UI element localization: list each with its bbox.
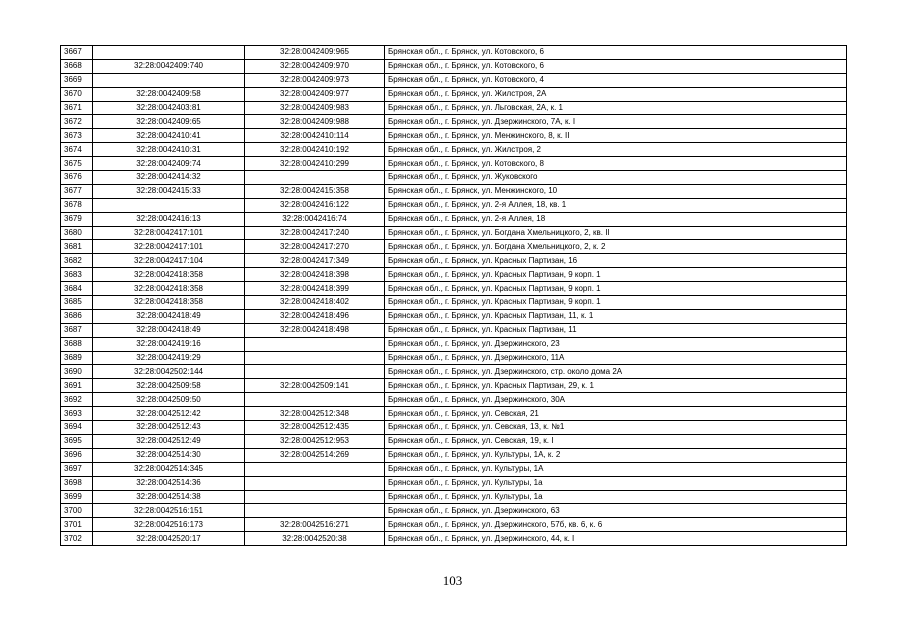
old-cadastral-number-cell: 32:28:0042414:32 <box>93 171 245 185</box>
row-number-cell: 3667 <box>61 46 93 60</box>
row-number-cell: 3669 <box>61 73 93 87</box>
address-cell: Брянская обл., г. Брянск, ул. Менжинского, 8, к. II <box>385 129 847 143</box>
row-number-cell: 3701 <box>61 518 93 532</box>
row-number-cell: 3699 <box>61 490 93 504</box>
new-cadastral-number-cell: 32:28:0042409:983 <box>245 101 385 115</box>
new-cadastral-number-cell: 32:28:0042409:965 <box>245 46 385 60</box>
new-cadastral-number-cell: 32:28:0042410:114 <box>245 129 385 143</box>
table-row <box>61 504 847 518</box>
table-row <box>61 337 847 351</box>
table-row <box>61 143 847 157</box>
old-cadastral-number-cell <box>93 198 245 212</box>
row-number-cell: 3685 <box>61 296 93 310</box>
address-cell: Брянская обл., г. Брянск, ул. Дзержинского, 63 <box>385 504 847 518</box>
row-number-cell: 3702 <box>61 532 93 546</box>
new-cadastral-number-cell: 32:28:0042410:299 <box>245 157 385 171</box>
new-cadastral-number-cell <box>245 462 385 476</box>
row-number-cell: 3695 <box>61 434 93 448</box>
table-row <box>61 171 847 185</box>
address-cell: Брянская обл., г. Брянск, ул. Красных Партизан, 9 корп. 1 <box>385 268 847 282</box>
old-cadastral-number-cell: 32:28:0042409:740 <box>93 59 245 73</box>
new-cadastral-number-cell: 32:28:0042417:270 <box>245 240 385 254</box>
old-cadastral-number-cell: 32:28:0042514:38 <box>93 490 245 504</box>
old-cadastral-number-cell: 32:28:0042418:49 <box>93 323 245 337</box>
table-row <box>61 73 847 87</box>
new-cadastral-number-cell <box>245 337 385 351</box>
address-cell: Брянская обл., г. Брянск, ул. Котовского, 6 <box>385 46 847 60</box>
old-cadastral-number-cell: 32:28:0042418:358 <box>93 282 245 296</box>
row-number-cell: 3673 <box>61 129 93 143</box>
row-number-cell: 3691 <box>61 379 93 393</box>
old-cadastral-number-cell: 32:28:0042514:345 <box>93 462 245 476</box>
new-cadastral-number-cell: 32:28:0042516:271 <box>245 518 385 532</box>
row-number-cell: 3693 <box>61 407 93 421</box>
table-row <box>61 198 847 212</box>
old-cadastral-number-cell: 32:28:0042512:42 <box>93 407 245 421</box>
address-cell: Брянская обл., г. Брянск, ул. Севская, 13, к. №1 <box>385 421 847 435</box>
new-cadastral-number-cell: 32:28:0042514:269 <box>245 448 385 462</box>
table-row <box>61 351 847 365</box>
new-cadastral-number-cell: 32:28:0042512:348 <box>245 407 385 421</box>
new-cadastral-number-cell: 32:28:0042418:398 <box>245 268 385 282</box>
row-number-cell: 3680 <box>61 226 93 240</box>
table-row <box>61 462 847 476</box>
table-row <box>61 309 847 323</box>
new-cadastral-number-cell: 32:28:0042409:973 <box>245 73 385 87</box>
address-cell: Брянская обл., г. Брянск, ул. 2-я Аллея, 18 <box>385 212 847 226</box>
row-number-cell: 3697 <box>61 462 93 476</box>
old-cadastral-number-cell: 32:28:0042418:358 <box>93 296 245 310</box>
old-cadastral-number-cell: 32:28:0042514:30 <box>93 448 245 462</box>
new-cadastral-number-cell <box>245 393 385 407</box>
table-row <box>61 46 847 60</box>
old-cadastral-number-cell <box>93 46 245 60</box>
row-number-cell: 3681 <box>61 240 93 254</box>
address-cell: Брянская обл., г. Брянск, ул. Дзержинского, 7А, к. I <box>385 115 847 129</box>
row-number-cell: 3675 <box>61 157 93 171</box>
address-cell: Брянская обл., г. Брянск, ул. Жуковского <box>385 171 847 185</box>
old-cadastral-number-cell: 32:28:0042520:17 <box>93 532 245 546</box>
address-cell: Брянская обл., г. Брянск, ул. Жилстроя, 2 <box>385 143 847 157</box>
table-row <box>61 282 847 296</box>
address-cell: Брянская обл., г. Брянск, ул. Богдана Хмельницкого, 2, к. 2 <box>385 240 847 254</box>
row-number-cell: 3682 <box>61 254 93 268</box>
new-cadastral-number-cell <box>245 171 385 185</box>
old-cadastral-number-cell: 32:28:0042416:13 <box>93 212 245 226</box>
address-cell: Брянская обл., г. Брянск, ул. Котовского, 6 <box>385 59 847 73</box>
table-row <box>61 379 847 393</box>
new-cadastral-number-cell <box>245 490 385 504</box>
table-row <box>61 476 847 490</box>
address-cell: Брянская обл., г. Брянск, ул. Дзержинского, 44, к. I <box>385 532 847 546</box>
table-row <box>61 532 847 546</box>
address-cell: Брянская обл., г. Брянск, ул. Культуры, 1а <box>385 490 847 504</box>
row-number-cell: 3688 <box>61 337 93 351</box>
address-cell: Брянская обл., г. Брянск, ул. Дзержинского, 57б, кв. 6, к. 6 <box>385 518 847 532</box>
table-row <box>61 296 847 310</box>
old-cadastral-number-cell: 32:28:0042502:144 <box>93 365 245 379</box>
table-row <box>61 448 847 462</box>
old-cadastral-number-cell: 32:28:0042512:49 <box>93 434 245 448</box>
new-cadastral-number-cell: 32:28:0042512:953 <box>245 434 385 448</box>
row-number-cell: 3677 <box>61 184 93 198</box>
new-cadastral-number-cell: 32:28:0042509:141 <box>245 379 385 393</box>
address-cell: Брянская обл., г. Брянск, ул. Дзержинского, стр. около дома 2А <box>385 365 847 379</box>
new-cadastral-number-cell: 32:28:0042416:122 <box>245 198 385 212</box>
old-cadastral-number-cell: 32:28:0042409:58 <box>93 87 245 101</box>
table-row <box>61 434 847 448</box>
row-number-cell: 3694 <box>61 421 93 435</box>
address-cell: Брянская обл., г. Брянск, ул. Красных Партизан, 9 корп. 1 <box>385 296 847 310</box>
row-number-cell: 3689 <box>61 351 93 365</box>
table-row <box>61 87 847 101</box>
new-cadastral-number-cell <box>245 504 385 518</box>
old-cadastral-number-cell: 32:28:0042403:81 <box>93 101 245 115</box>
address-cell: Брянская обл., г. Брянск, ул. 2-я Аллея, 18, кв. 1 <box>385 198 847 212</box>
table-row <box>61 59 847 73</box>
table-row <box>61 393 847 407</box>
row-number-cell: 3686 <box>61 309 93 323</box>
new-cadastral-number-cell: 32:28:0042417:349 <box>245 254 385 268</box>
address-cell: Брянская обл., г. Брянск, ул. Культуры, 1А, к. 2 <box>385 448 847 462</box>
old-cadastral-number-cell: 32:28:0042418:358 <box>93 268 245 282</box>
table-row <box>61 129 847 143</box>
new-cadastral-number-cell: 32:28:0042417:240 <box>245 226 385 240</box>
row-number-cell: 3696 <box>61 448 93 462</box>
address-cell: Брянская обл., г. Брянск, ул. Красных Партизан, 16 <box>385 254 847 268</box>
address-cell: Брянская обл., г. Брянск, ул. Культуры, 1А <box>385 462 847 476</box>
address-cell: Брянская обл., г. Брянск, ул. Льговская, 2А, к. 1 <box>385 101 847 115</box>
new-cadastral-number-cell: 32:28:0042409:977 <box>245 87 385 101</box>
address-cell: Брянская обл., г. Брянск, ул. Дзержинского, 30А <box>385 393 847 407</box>
row-number-cell: 3687 <box>61 323 93 337</box>
address-cell: Брянская обл., г. Брянск, ул. Дзержинского, 11А <box>385 351 847 365</box>
address-cell: Брянская обл., г. Брянск, ул. Красных Партизан, 11, к. 1 <box>385 309 847 323</box>
address-cell: Брянская обл., г. Брянск, ул. Богдана Хмельницкого, 2, кв. II <box>385 226 847 240</box>
old-cadastral-number-cell: 32:28:0042419:16 <box>93 337 245 351</box>
old-cadastral-number-cell: 32:28:0042417:104 <box>93 254 245 268</box>
table-row <box>61 212 847 226</box>
new-cadastral-number-cell: 32:28:0042418:498 <box>245 323 385 337</box>
row-number-cell: 3698 <box>61 476 93 490</box>
table-row <box>61 323 847 337</box>
old-cadastral-number-cell: 32:28:0042417:101 <box>93 226 245 240</box>
new-cadastral-number-cell <box>245 476 385 490</box>
registry-table-body <box>61 46 847 546</box>
old-cadastral-number-cell: 32:28:0042418:49 <box>93 309 245 323</box>
row-number-cell: 3683 <box>61 268 93 282</box>
new-cadastral-number-cell: 32:28:0042415:358 <box>245 184 385 198</box>
table-row <box>61 101 847 115</box>
page-number: 103 <box>442 573 463 588</box>
new-cadastral-number-cell: 32:28:0042409:988 <box>245 115 385 129</box>
old-cadastral-number-cell: 32:28:0042516:151 <box>93 504 245 518</box>
old-cadastral-number-cell: 32:28:0042509:58 <box>93 379 245 393</box>
new-cadastral-number-cell: 32:28:0042418:496 <box>245 309 385 323</box>
address-cell: Брянская обл., г. Брянск, ул. Севская, 21 <box>385 407 847 421</box>
address-cell: Брянская обл., г. Брянск, ул. Севская, 19, к. I <box>385 434 847 448</box>
table-row <box>61 518 847 532</box>
table-row <box>61 407 847 421</box>
address-cell: Брянская обл., г. Брянск, ул. Котовского, 8 <box>385 157 847 171</box>
address-cell: Брянская обл., г. Брянск, ул. Дзержинского, 23 <box>385 337 847 351</box>
new-cadastral-number-cell: 32:28:0042520:38 <box>245 532 385 546</box>
old-cadastral-number-cell: 32:28:0042409:65 <box>93 115 245 129</box>
address-cell: Брянская обл., г. Брянск, ул. Красных Партизан, 9 корп. 1 <box>385 282 847 296</box>
row-number-cell: 3674 <box>61 143 93 157</box>
address-cell: Брянская обл., г. Брянск, ул. Котовского, 4 <box>385 73 847 87</box>
row-number-cell: 3672 <box>61 115 93 129</box>
new-cadastral-number-cell: 32:28:0042409:970 <box>245 59 385 73</box>
old-cadastral-number-cell: 32:28:0042417:101 <box>93 240 245 254</box>
row-number-cell: 3671 <box>61 101 93 115</box>
old-cadastral-number-cell: 32:28:0042516:173 <box>93 518 245 532</box>
old-cadastral-number-cell: 32:28:0042410:41 <box>93 129 245 143</box>
table-row <box>61 490 847 504</box>
new-cadastral-number-cell: 32:28:0042416:74 <box>245 212 385 226</box>
row-number-cell: 3668 <box>61 59 93 73</box>
old-cadastral-number-cell <box>93 73 245 87</box>
row-number-cell: 3692 <box>61 393 93 407</box>
table-row <box>61 254 847 268</box>
property-registry-table <box>60 45 847 546</box>
new-cadastral-number-cell <box>245 365 385 379</box>
old-cadastral-number-cell: 32:28:0042514:36 <box>93 476 245 490</box>
address-cell: Брянская обл., г. Брянск, ул. Менжинского, 10 <box>385 184 847 198</box>
new-cadastral-number-cell: 32:28:0042512:435 <box>245 421 385 435</box>
new-cadastral-number-cell: 32:28:0042410:192 <box>245 143 385 157</box>
new-cadastral-number-cell: 32:28:0042418:402 <box>245 296 385 310</box>
address-cell: Брянская обл., г. Брянск, ул. Красных Партизан, 29, к. 1 <box>385 379 847 393</box>
row-number-cell: 3679 <box>61 212 93 226</box>
old-cadastral-number-cell: 32:28:0042410:31 <box>93 143 245 157</box>
table-row <box>61 240 847 254</box>
new-cadastral-number-cell <box>245 351 385 365</box>
old-cadastral-number-cell: 32:28:0042409:74 <box>93 157 245 171</box>
table-row <box>61 421 847 435</box>
address-cell: Брянская обл., г. Брянск, ул. Культуры, 1а <box>385 476 847 490</box>
table-row <box>61 115 847 129</box>
row-number-cell: 3676 <box>61 171 93 185</box>
table-row <box>61 226 847 240</box>
old-cadastral-number-cell: 32:28:0042512:43 <box>93 421 245 435</box>
row-number-cell: 3684 <box>61 282 93 296</box>
table-row <box>61 157 847 171</box>
old-cadastral-number-cell: 32:28:0042509:50 <box>93 393 245 407</box>
address-cell: Брянская обл., г. Брянск, ул. Жилстроя, 2А <box>385 87 847 101</box>
row-number-cell: 3690 <box>61 365 93 379</box>
row-number-cell: 3670 <box>61 87 93 101</box>
row-number-cell: 3700 <box>61 504 93 518</box>
old-cadastral-number-cell: 32:28:0042419:29 <box>93 351 245 365</box>
old-cadastral-number-cell: 32:28:0042415:33 <box>93 184 245 198</box>
row-number-cell: 3678 <box>61 198 93 212</box>
new-cadastral-number-cell: 32:28:0042418:399 <box>245 282 385 296</box>
table-row <box>61 268 847 282</box>
table-row <box>61 184 847 198</box>
table-row <box>61 365 847 379</box>
address-cell: Брянская обл., г. Брянск, ул. Красных Партизан, 11 <box>385 323 847 337</box>
